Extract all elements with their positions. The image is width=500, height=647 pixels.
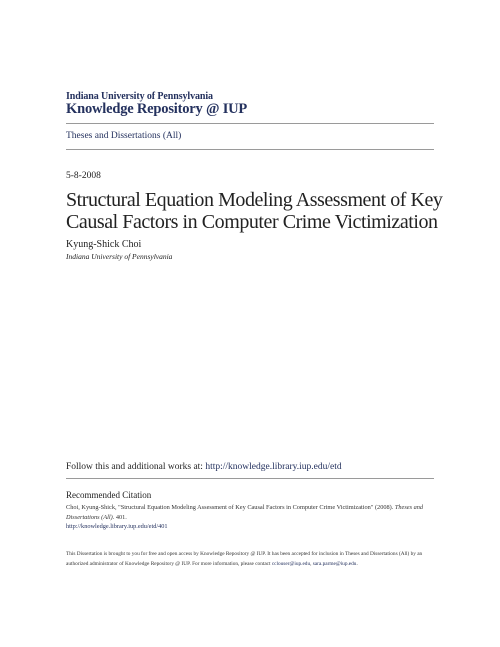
citation-text-main: Choi, Kyung-Shick, "Structural Equation Modeling Assessment of Key Causal Factors in Computer Crime Victimization" (2008). [66,504,394,511]
repository-name[interactable]: Knowledge Repository @ IUP [66,101,248,117]
notice-separator: , [310,560,313,567]
author-affiliation: Indiana University of Pennsylvania [66,252,173,261]
citation-url-link[interactable]: http://knowledge.library.iup.edu/etd/401 [66,523,168,530]
notice-end: . [356,560,358,567]
recommended-citation-heading: Recommended Citation [66,490,152,500]
citation-text [66,503,441,532]
contact-email-1[interactable]: cclouser@iup.edu [271,560,311,567]
series-link[interactable]: Theses and Dissertations (All) [66,131,182,141]
follow-line [66,462,342,472]
publication-date: 5-8-2008 [66,171,101,181]
access-notice [66,550,441,569]
header-divider-bottom [66,149,434,150]
contact-email-2[interactable]: sara.parme@iup.edu [312,560,357,567]
follow-prefix: Follow this and additional works at: [66,462,206,472]
notice-text: This Dissertation is brought to you for free and open access by Knowledge Repository @ IUP. It has been accepted for inclusion in Theses and Dissertations (All) by an authorized administrator of Knowledge Repository @ IUP. For more information, please contact [66,551,423,567]
follow-url-link[interactable]: http://knowledge.library.iup.edu/etd [205,462,342,472]
citation-series: Theses and Dissertations (All) [66,504,424,521]
document-title: Structural Equation Modeling Assessment of Key Causal Factors in Computer Crime Victimization [66,189,443,233]
institution-name[interactable]: Indiana University of Pennsylvania [66,91,213,102]
citation-divider [66,478,434,479]
citation-number: . 401. [112,513,127,521]
author-name[interactable]: Kyung-Shick Choi [66,239,142,250]
header-divider-top [66,123,434,124]
